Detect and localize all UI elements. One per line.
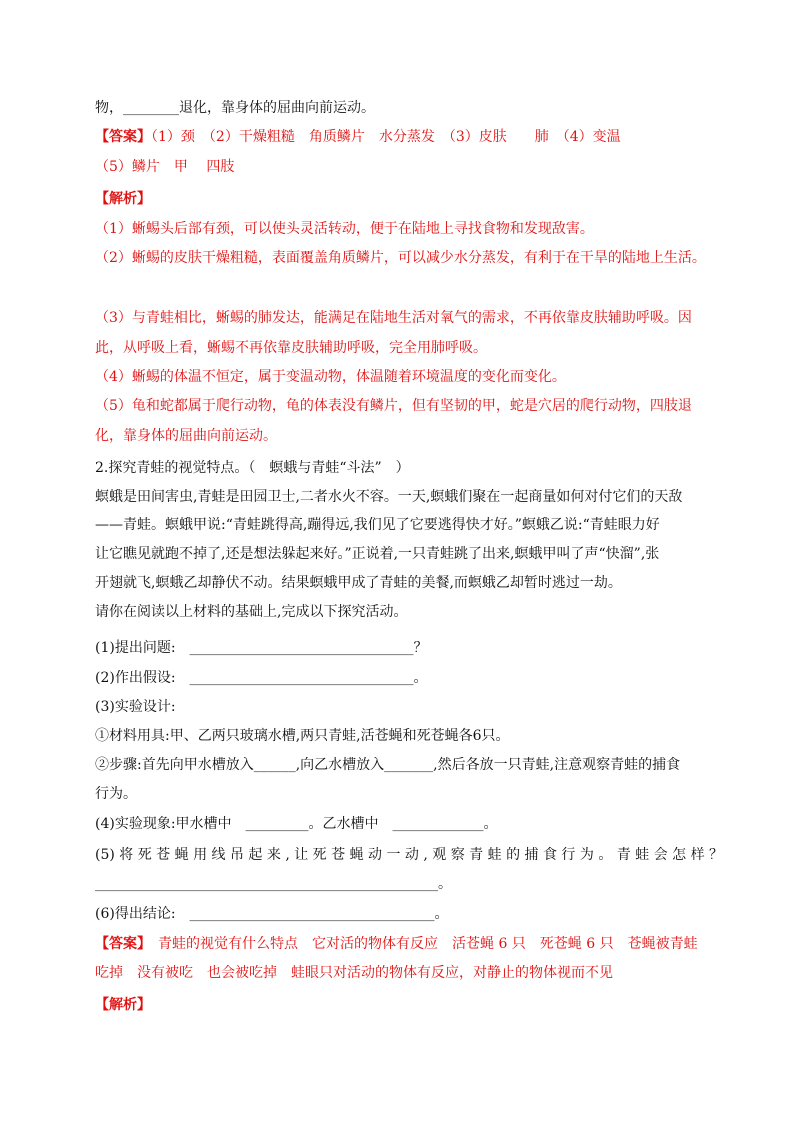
item-3-design: (3)实验设计: [95, 699, 176, 715]
answer2-text1: 青蛙的视觉有什么特点 它对活的物体有反应 活苍蝇 6 只 死苍蝇 6 只 苍蝇被青蛙 [144, 936, 698, 952]
analysis1-p3a: （3）与青蛙相比，蜥蜴的肺发达，能满足在陆地生活对氧气的需求，不再依靠皮肤辅助呼吸。因 [95, 310, 692, 326]
answer2-line2: 吃掉 没有被吃 也会被吃掉 蛙眼只对活动的物体有反应，对静止的物体视而不见 [95, 965, 613, 981]
question2-story3: 让它瞧见就跑不掉了,还是想法躲起来好。”正说着,一只青蛙跳了出来,螟蛾甲叫了声“快溜”,张 [95, 546, 660, 562]
answer2-line1 [95, 934, 698, 954]
analysis1-p2: （2）蜥蜴的皮肤干燥粗糙，表面覆盖角质鳞片，可以减少水分蒸发，有利于在干旱的陆地上生活。 [95, 250, 706, 266]
answer1-label: 【答案】 [95, 129, 151, 145]
question2-story1: 螟蛾是田间害虫,青蛙是田园卫士,二者水火不容。一天,螟蛾们聚在一起商量如何对付它们的天敌 [95, 489, 683, 505]
analysis1-p5a: （5）龟和蛇都属于爬行动物，龟的体表没有鳞片，但有坚韧的甲，蛇是穴居的爬行动物，四肢退 [95, 398, 692, 414]
item-1-question: (1)提出问题: ________________________________？ [95, 640, 428, 656]
item-5-blank: _________________________________________________。 [95, 876, 452, 892]
item-2-hypothesis: (2)作出假设: ________________________________。 [95, 670, 428, 686]
analysis1-p4: （4）蜥蜴的体温不恒定，属于变温动物，体温随着环境温度的变化而变化。 [95, 369, 566, 385]
question2-story2: ——青蛙。螟蛾甲说:“青蛙跳得高,蹦得远,我们见了它要逃得快才好。”螟蛾乙说:“青蛙眼力好 [95, 517, 660, 533]
question2-title: 2.探究青蛙的视觉特点。（ 螟蛾与青蛙“斗法” ） [95, 460, 410, 476]
analysis1-p5b: 化，靠身体的屈曲向前运动。 [95, 428, 277, 444]
answer1-line1 [95, 127, 621, 147]
analysis1-label: 【解析】 [95, 191, 151, 207]
analysis2-label: 【解析】 [95, 997, 151, 1013]
question1-tail: 物，________退化，靠身体的屈曲向前运动。 [95, 100, 375, 116]
answer1-text1: （1）颈 （2）干燥粗糙 角质鳞片 水分蒸发 （3）皮肤 肺 （4）变温 [151, 129, 621, 145]
analysis1-p3b: 此，从呼吸上看，蜥蜴不再依靠皮肤辅助呼吸，完全用肺呼吸。 [95, 340, 487, 356]
item-4-phenomenon: (4)实验现象:甲水槽中 _________。乙水槽中 _____________。 [95, 816, 498, 832]
answer1-line2: （5）鳞片 甲 四肢 [95, 159, 235, 175]
item-6-conclusion: (6)得出结论: ___________________________________。 [95, 906, 449, 922]
item-3-materials: ①材料用具:甲、乙两只玻璃水槽,两只青蛙,活苍蝇和死苍蝇各6只。 [95, 728, 510, 744]
analysis1-p1: （1）蜥蜴头后部有颈，可以使头灵活转动，便于在陆地上寻找食物和发现敌害。 [95, 221, 594, 237]
item-5-question: (5) 将 死 苍 蝇 用 线 吊 起 来 , 让 死 苍 蝇 动 一 动 , 观 察 青 蛙 的 捕 食 行 为 。 青 蛙 会 怎 样 ？ [95, 847, 724, 863]
question2-instruction: 请你在阅读以上材料的基础上,完成以下探究活动。 [95, 604, 408, 620]
item-3-steps-cont: 行为。 [95, 786, 137, 802]
answer2-label: 【答案】 [95, 936, 144, 952]
item-3-steps: ②步骤:首先向甲水槽放入______,向乙水槽放入_______,然后各放一只青蛙,注意观察青蛙的捕食 [95, 757, 681, 773]
question2-story4: 开翅就飞,螟蛾乙却静伏不动。结果螟蛾甲成了青蛙的美餐,而螟蛾乙却暂时逃过一劫。 [95, 575, 622, 591]
